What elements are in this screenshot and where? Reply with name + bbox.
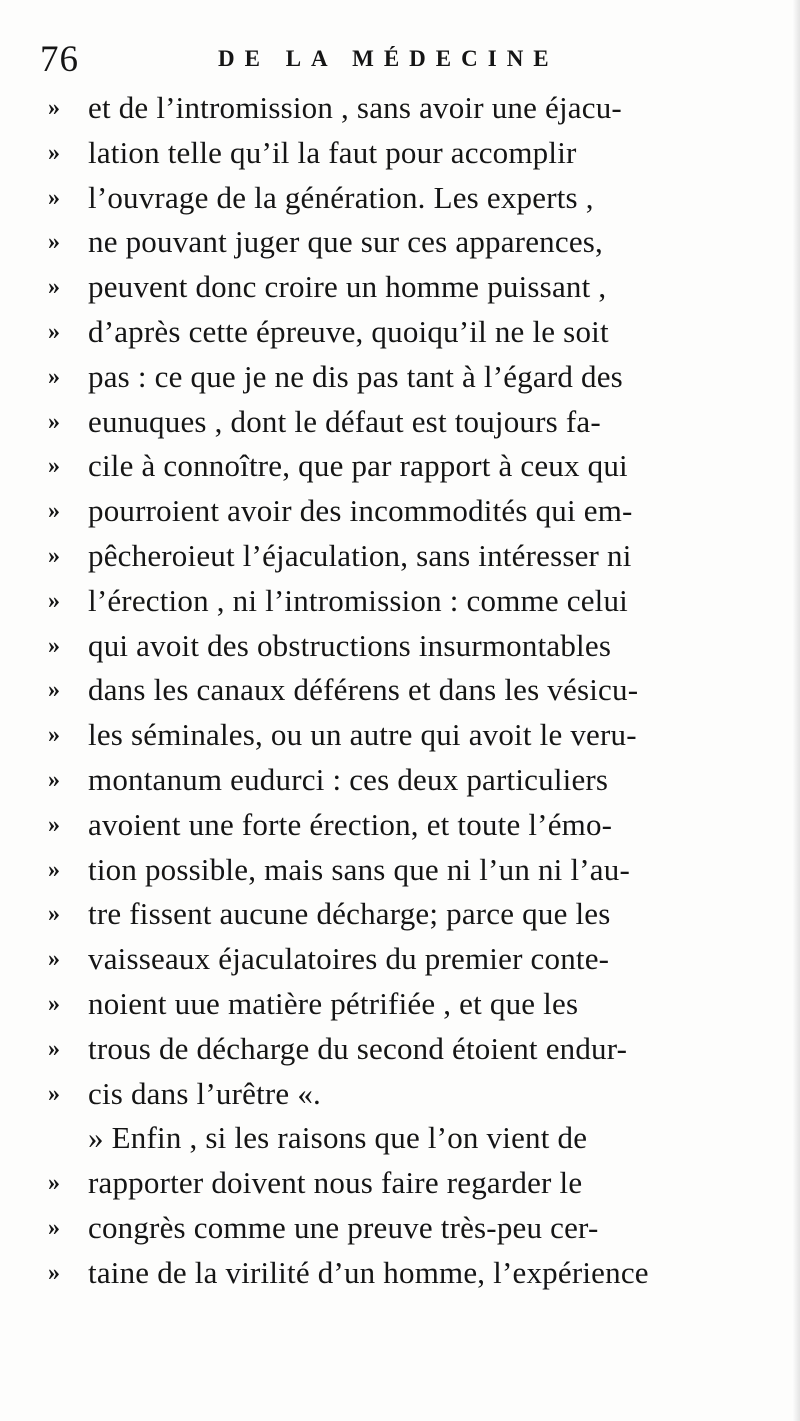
page-edge-shadow	[792, 0, 800, 1421]
text-line	[48, 624, 770, 669]
text-line	[48, 355, 770, 400]
text-line	[48, 310, 770, 355]
line-text: les séminales, ou un autre qui avoit le veru-	[88, 717, 637, 753]
line-text: dans les canaux déférens et dans les vésicu-	[88, 672, 639, 708]
quotation-mark: »	[48, 542, 60, 569]
line-text: l’érection , ni l’intromission : comme celui	[88, 582, 628, 618]
line-text: taine de la virilité d’un homme, l’expérience	[88, 1254, 649, 1290]
quotation-mark: »	[48, 1035, 60, 1062]
text-line	[48, 265, 770, 310]
line-text: montanum eudurci : ces deux particuliers	[88, 761, 609, 797]
running-head: DE LA MÉDECINE	[218, 46, 559, 71]
quotation-mark: »	[48, 184, 60, 211]
text-line	[48, 758, 770, 803]
text-line	[48, 1251, 770, 1296]
text-line	[48, 848, 770, 893]
text-line	[48, 489, 770, 534]
text-line	[48, 1072, 770, 1117]
text-line	[48, 1027, 770, 1072]
text-line	[48, 982, 770, 1027]
line-text: eunuques , dont le défaut est toujours fa-	[88, 403, 601, 439]
line-text: peuvent donc croire un homme puissant ,	[88, 269, 607, 305]
quotation-mark: »	[48, 766, 60, 793]
line-text: ne pouvant juger que sur ces apparences,	[88, 224, 603, 260]
quotation-mark: »	[48, 1259, 60, 1286]
page-header	[40, 38, 760, 88]
body-text	[48, 86, 770, 1296]
line-text: pourroient avoir des incommodités qui em-	[88, 493, 633, 529]
quotation-mark: »	[48, 632, 60, 659]
text-line	[48, 579, 770, 624]
quotation-mark: »	[48, 1214, 60, 1241]
line-text: noient uue matière pétrifiée , et que les	[88, 985, 579, 1021]
text-line	[48, 220, 770, 265]
line-text: trous de décharge du second étoient endur-	[88, 1030, 628, 1066]
quotation-mark: »	[48, 901, 60, 928]
text-line	[48, 131, 770, 176]
quotation-mark: »	[48, 946, 60, 973]
quotation-mark: »	[48, 274, 60, 301]
text-line	[48, 713, 770, 758]
line-text: vaisseaux éjaculatoires du premier conte-	[88, 941, 610, 977]
quotation-mark: »	[48, 318, 60, 345]
text-line	[48, 1116, 770, 1161]
text-line	[48, 892, 770, 937]
quotation-mark: »	[48, 139, 60, 166]
line-text: avoient une forte érection, et toute l’émo-	[88, 806, 613, 842]
text-line	[48, 86, 770, 131]
quotation-mark: »	[48, 587, 60, 614]
text-line	[48, 668, 770, 713]
quotation-mark: »	[48, 990, 60, 1017]
line-text: qui avoit des obstructions insurmontables	[88, 627, 612, 663]
quotation-mark: »	[48, 453, 60, 480]
text-line	[48, 1206, 770, 1251]
text-line	[48, 937, 770, 982]
line-text: pas : ce que je ne dis pas tant à l’égard des	[88, 358, 623, 394]
quotation-mark: »	[48, 1170, 60, 1197]
line-text: pêcheroieut l’éjaculation, sans intéresser ni	[88, 537, 632, 573]
line-text: cile à connoître, que par rapport à ceux qui	[88, 448, 628, 484]
quotation-mark: »	[48, 811, 60, 838]
quotation-mark: »	[48, 856, 60, 883]
line-text: tre fissent aucune décharge; parce que les	[88, 896, 611, 932]
quotation-mark: »	[48, 229, 60, 256]
text-line	[48, 1161, 770, 1206]
text-line	[48, 176, 770, 221]
line-text: tion possible, mais sans que ni l’un ni l’au-	[88, 851, 630, 887]
line-text: congrès comme une preuve très-peu cer-	[88, 1209, 599, 1245]
line-text: lation telle qu’il la faut pour accomplir	[88, 134, 577, 170]
text-line	[48, 803, 770, 848]
line-text: cis dans l’urêtre «.	[88, 1075, 321, 1111]
text-line	[48, 444, 770, 489]
page-number: 76	[40, 39, 79, 80]
line-text: d’après cette épreuve, quoiqu’il ne le soit	[88, 313, 609, 349]
text-line	[48, 534, 770, 579]
quotation-mark: »	[48, 1080, 60, 1107]
line-text: » Enfin , si les raisons que l’on vient de	[88, 1120, 588, 1156]
text-line	[48, 400, 770, 445]
quotation-mark: »	[48, 722, 60, 749]
quotation-mark: »	[48, 408, 60, 435]
line-text: et de l’intromission , sans avoir une éjacu-	[88, 90, 622, 125]
quotation-mark: »	[48, 95, 60, 121]
quotation-mark: »	[48, 677, 60, 704]
quotation-mark: »	[48, 363, 60, 390]
line-text: l’ouvrage de la génération. Les experts ,	[88, 179, 594, 215]
quotation-mark: »	[48, 498, 60, 525]
line-text: rapporter doivent nous faire regarder le	[88, 1165, 583, 1201]
